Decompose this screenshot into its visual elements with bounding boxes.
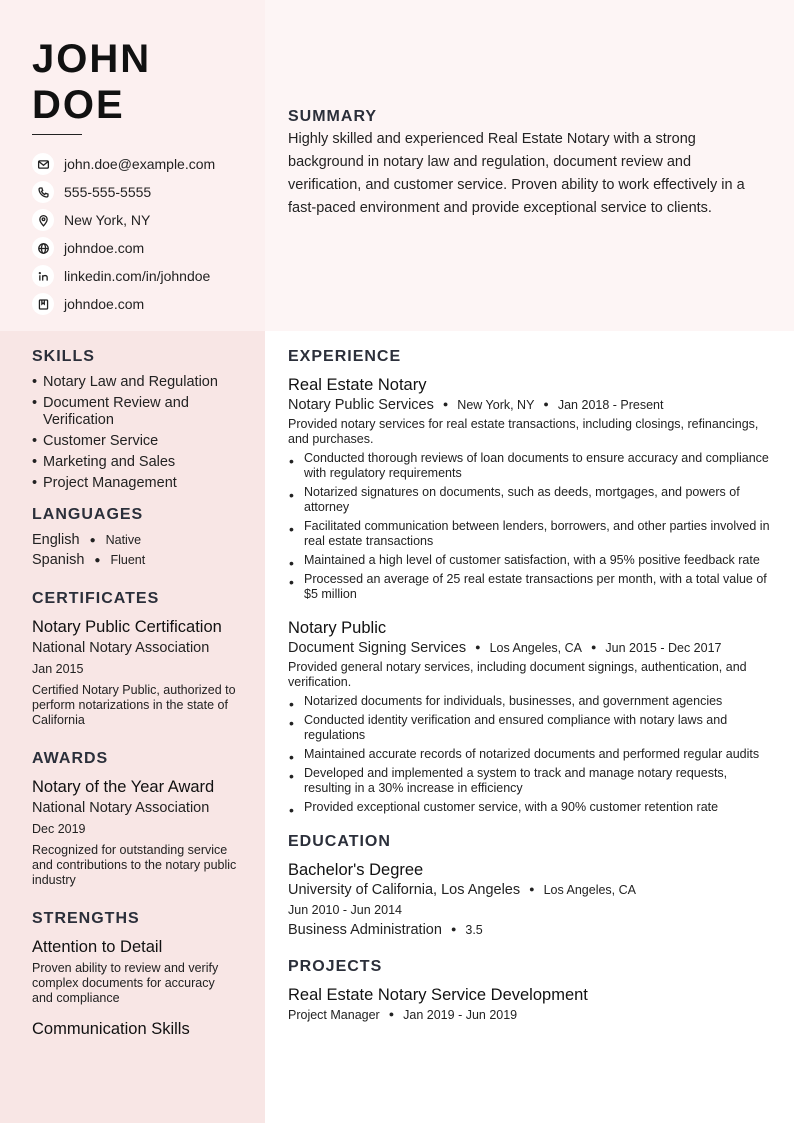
right-column xyxy=(288,348,770,1022)
education-title: EDUCATION xyxy=(288,833,391,850)
list-item: • Maintained accurate records of notarized documents and performed regular audits xyxy=(288,747,770,762)
strength-desc: Proven ability to review and verify complex documents for accuracy and compliance xyxy=(32,961,219,1005)
job-bullets xyxy=(288,694,770,815)
certificate-date: Jan 2015 xyxy=(32,662,84,676)
skill-item: • Project Management xyxy=(32,475,237,492)
separator-dot: ● xyxy=(590,642,597,652)
list-item: • Facilitated communication between lenders, borrowers, and other parties involved in real estate transactions xyxy=(288,519,770,549)
education-school: University of California, Los Angeles xyxy=(288,882,521,898)
strength-name: Communication Skills xyxy=(32,1020,190,1038)
list-item: • Conducted identity verification and ensured compliance with notary laws and regulations xyxy=(288,713,770,743)
contact-email[interactable]: john.doe@example.com xyxy=(32,150,215,178)
language-level: Fluent xyxy=(110,553,146,567)
experience-section xyxy=(288,348,770,815)
phone-icon xyxy=(32,181,54,203)
name-divider xyxy=(32,134,82,135)
skill-item: • Customer Service xyxy=(32,433,237,450)
contact-portfolio[interactable]: johndoe.com xyxy=(32,290,215,318)
certificate-name: Notary Public Certification xyxy=(32,618,222,636)
contact-website[interactable]: johndoe.com xyxy=(32,234,215,262)
education-location: Los Angeles, CA xyxy=(543,883,636,897)
certificate-org: National Notary Association xyxy=(32,640,210,656)
project-role: Project Manager xyxy=(288,1008,380,1022)
separator-dot: ● xyxy=(529,884,535,894)
job-title: Real Estate Notary xyxy=(288,376,427,394)
project-name: Real Estate Notary Service Development xyxy=(288,986,588,1004)
contact-list xyxy=(32,150,215,318)
separator-dot: ● xyxy=(543,399,549,409)
language-row xyxy=(32,532,237,548)
job-entry xyxy=(288,375,770,602)
certificate-desc: Certified Notary Public, authorized to perform notarizations in the state of California xyxy=(32,683,236,727)
project-meta xyxy=(288,1008,770,1022)
job-dates: Jan 2018 - Present xyxy=(557,398,664,412)
certificates-section xyxy=(32,590,237,728)
list-item: • Notarized documents for individuals, businesses, and government agencies xyxy=(288,694,770,709)
job-bullets xyxy=(288,451,770,602)
separator-dot: ● xyxy=(89,534,96,546)
projects-section xyxy=(288,958,770,1022)
strengths-title: STRENGTHS xyxy=(32,910,140,927)
job-meta xyxy=(288,397,770,413)
job-company: Document Signing Services xyxy=(288,640,467,656)
education-gpa: 3.5 xyxy=(465,923,483,937)
skill-item: • Marketing and Sales xyxy=(32,454,237,471)
summary-section xyxy=(288,108,766,220)
list-item: • Developed and implemented a system to track and manage notary requests, resulting in a 30% increase in efficiency xyxy=(288,766,770,796)
separator-dot: ● xyxy=(388,1009,395,1019)
award-date: Dec 2019 xyxy=(32,822,86,836)
skill-item: • Notary Law and Regulation xyxy=(32,374,237,391)
awards-title: AWARDS xyxy=(32,750,109,767)
project-dates: Jan 2019 - Jun 2019 xyxy=(403,1008,518,1022)
list-item: • Provided exceptional customer service, with a 90% customer retention rate xyxy=(288,800,770,815)
job-company: Notary Public Services xyxy=(288,397,434,413)
bookmark-icon xyxy=(32,293,54,315)
education-degree: Bachelor's Degree xyxy=(288,861,424,879)
certificates-title: CERTIFICATES xyxy=(32,590,160,607)
education-section xyxy=(288,833,770,938)
separator-dot: ● xyxy=(475,642,481,652)
job-description: Provided general notary services, including document signings, authentication, and verification. xyxy=(288,660,747,689)
separator-dot: ● xyxy=(94,554,101,566)
location-icon xyxy=(32,209,54,231)
award-desc: Recognized for outstanding service and contributions to the notary public industry xyxy=(32,843,237,887)
contact-linkedin[interactable]: linkedin.com/in/johndoe xyxy=(32,262,215,290)
language-row xyxy=(32,552,237,568)
job-dates: Jun 2015 - Dec 2017 xyxy=(605,641,722,655)
awards-section xyxy=(32,750,237,888)
education-dates: Jun 2010 - Jun 2014 xyxy=(288,903,402,917)
skills-section xyxy=(32,348,237,492)
contact-location: New York, NY xyxy=(32,206,215,234)
skill-item: • Document Review and Verification xyxy=(32,395,237,429)
job-location: Los Angeles, CA xyxy=(489,641,582,655)
globe-icon xyxy=(32,237,54,259)
award-name: Notary of the Year Award xyxy=(32,778,215,796)
languages-title: LANGUAGES xyxy=(32,506,144,523)
separator-dot: ● xyxy=(442,399,449,409)
award-org: National Notary Association xyxy=(32,800,210,816)
job-description: Provided notary services for real estate transactions, including closings, refinancings, and purchases. xyxy=(288,417,759,446)
contact-phone[interactable]: 555-555-5555 xyxy=(32,178,215,206)
job-location: New York, NY xyxy=(457,398,535,412)
list-item: • Processed an average of 25 real estate transactions per month, with a total value of $5 million xyxy=(288,572,770,602)
language-level: Native xyxy=(105,533,142,547)
strength-name: Attention to Detail xyxy=(32,938,163,956)
job-title: Notary Public xyxy=(288,619,387,637)
experience-title: EXPERIENCE xyxy=(288,348,402,365)
projects-title: PROJECTS xyxy=(288,958,383,975)
skills-title: SKILLS xyxy=(32,348,95,365)
language-name: English xyxy=(32,532,80,548)
summary-text: Highly skilled and experienced Real Estate Notary with a strong background in notary law and regulation, document review and verification, and customer service. Proven ability to work effectively in a fast-paced environment and provide exceptional service to clients. xyxy=(288,131,745,216)
linkedin-icon xyxy=(32,265,54,287)
education-field-row xyxy=(288,922,770,938)
education-meta xyxy=(288,882,770,898)
skills-list xyxy=(32,374,237,492)
list-item: • Conducted thorough reviews of loan documents to ensure accuracy and compliance with regulatory requirements xyxy=(288,451,770,481)
job-entry xyxy=(288,618,770,815)
education-field: Business Administration xyxy=(288,922,442,938)
list-item: • Maintained a high level of customer satisfaction, with a 95% positive feedback rate xyxy=(288,553,770,568)
languages-section xyxy=(32,506,237,568)
left-column xyxy=(32,348,237,1039)
email-icon xyxy=(32,153,54,175)
summary-title: SUMMARY xyxy=(288,108,378,125)
language-name: Spanish xyxy=(32,552,85,568)
separator-dot: ● xyxy=(450,924,457,934)
job-meta xyxy=(288,640,770,656)
list-item: • Notarized signatures on documents, such as deeds, mortgages, and powers of attorney xyxy=(288,485,770,515)
strengths-section xyxy=(32,910,237,1039)
candidate-name: JOHN DOE xyxy=(32,37,152,127)
